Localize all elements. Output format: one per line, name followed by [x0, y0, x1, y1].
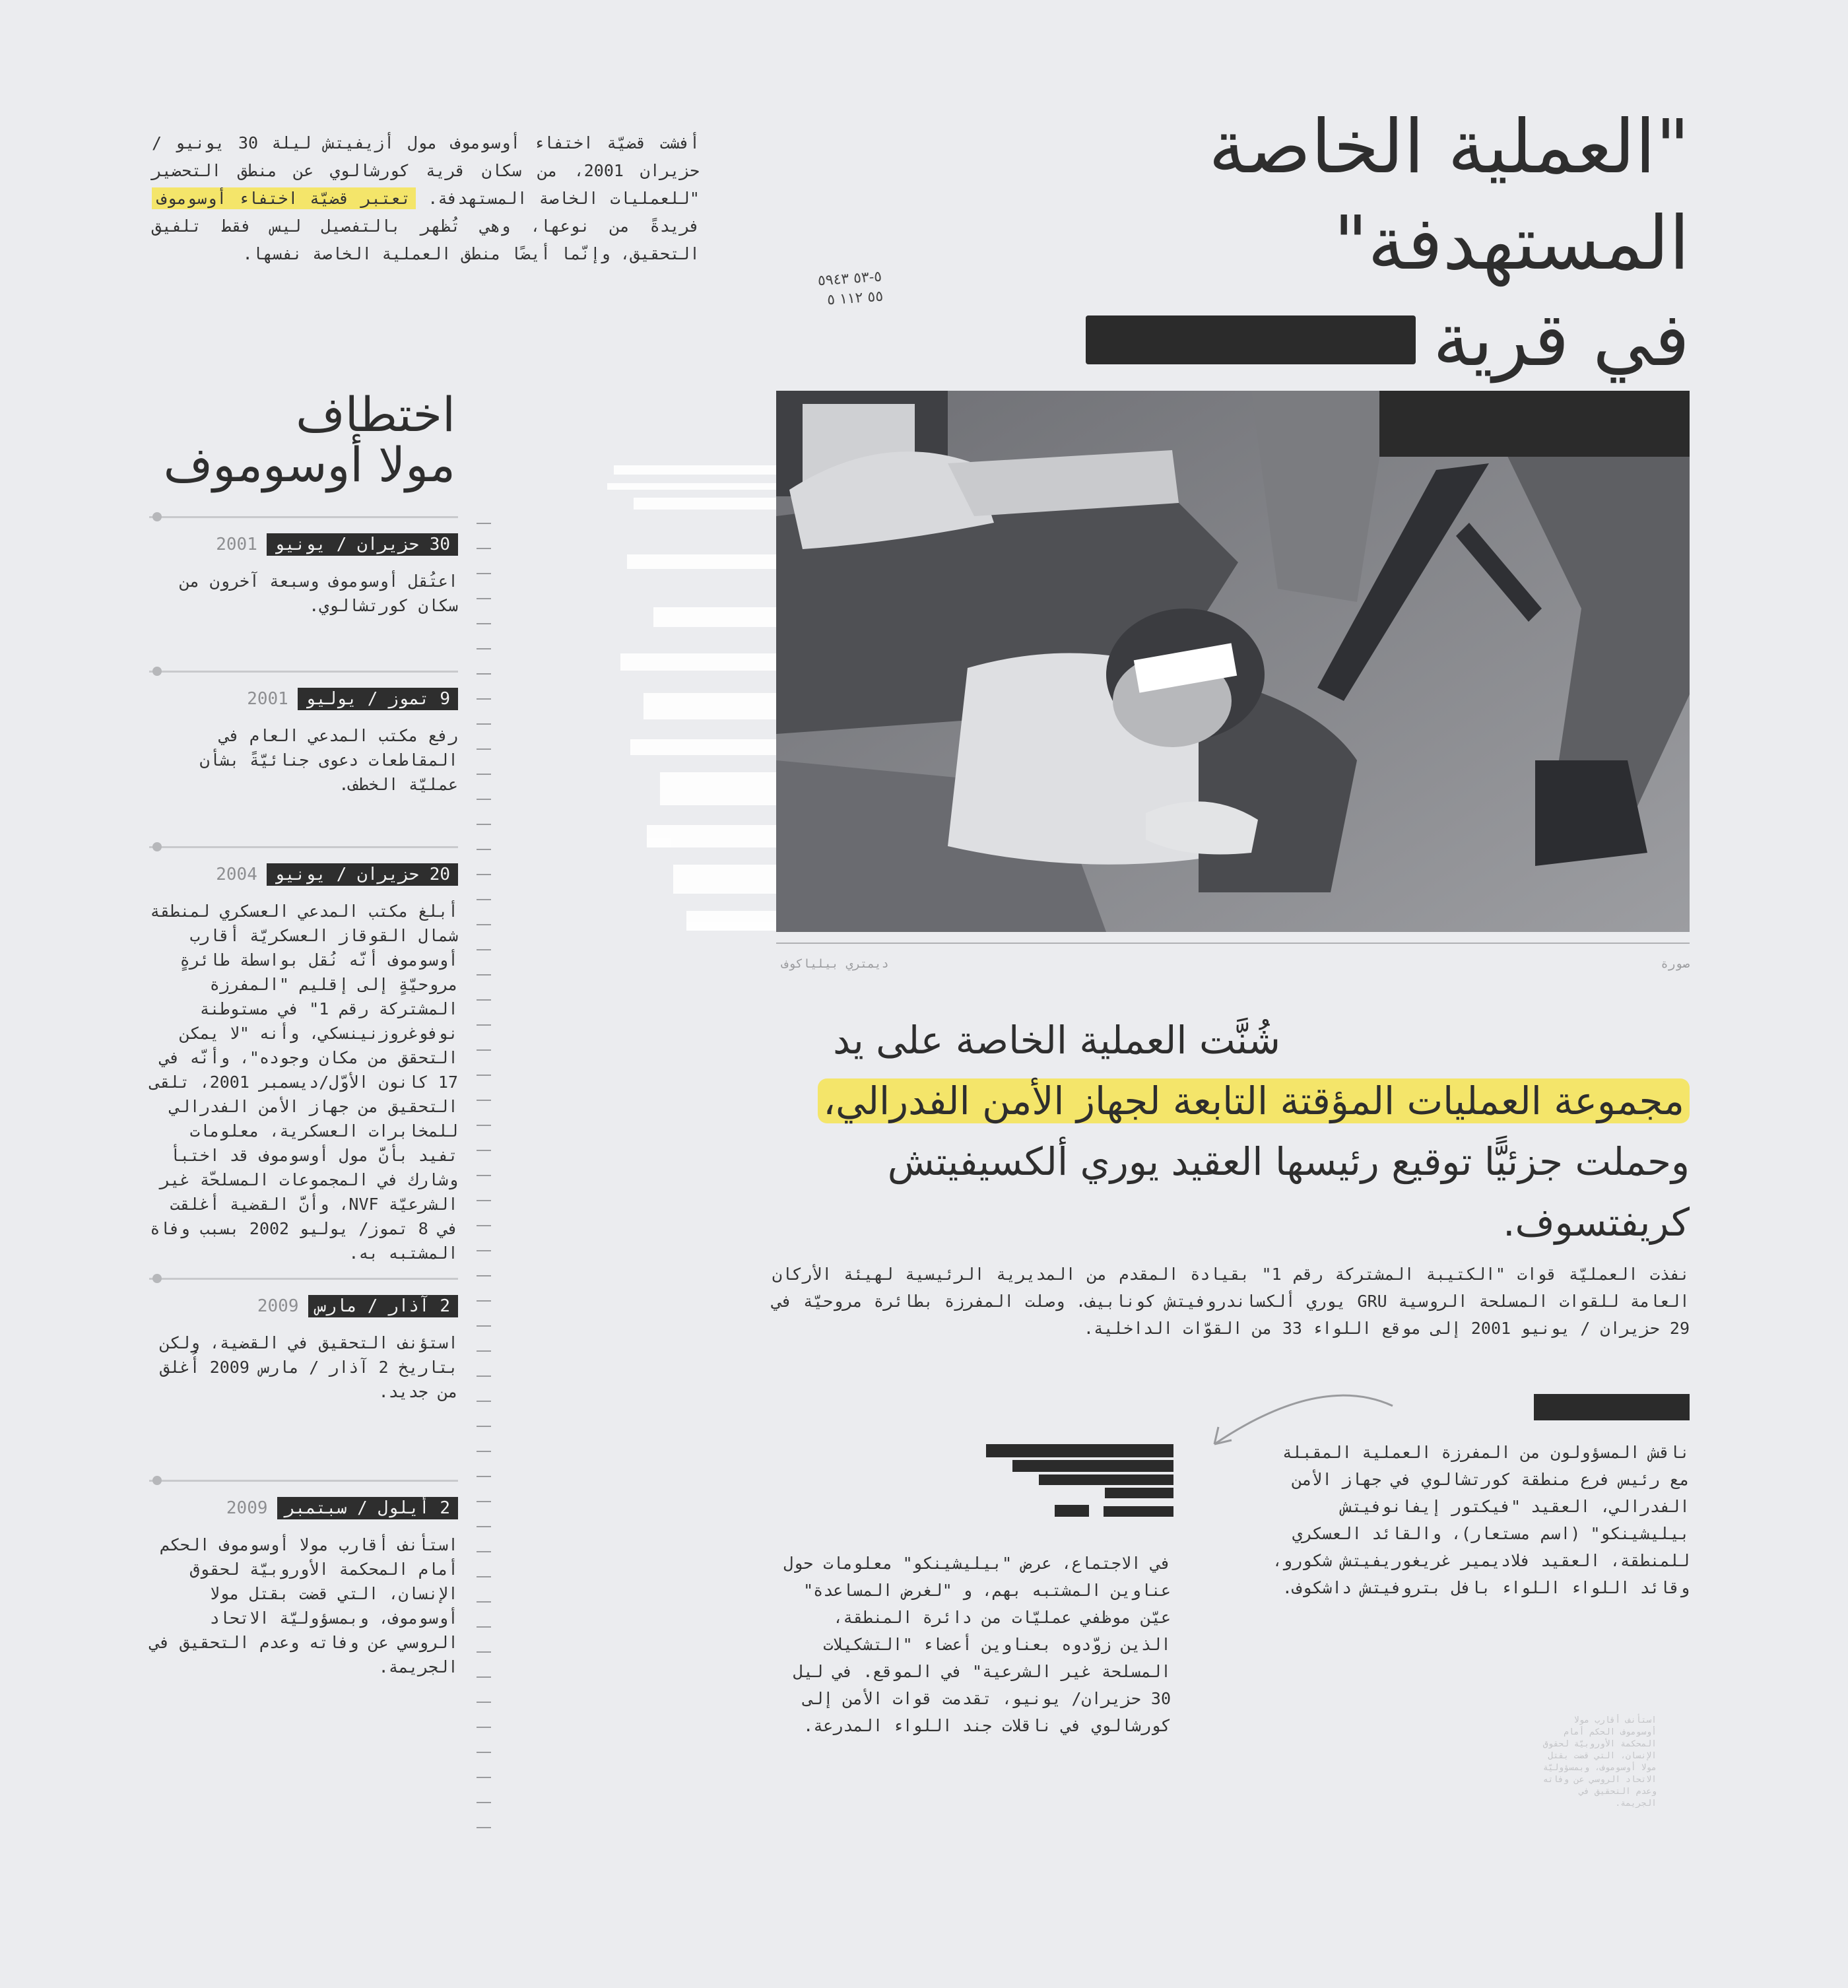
timeline-tick [477, 1250, 491, 1251]
body-paragraph: ناقش المسؤولون من المفرزة العملية المقبلة مع رئيس فرع منطقة كورتشالوي في جهاز الأمن الفدرالي، العقيد "فيكتور إيفانوفيتش بيليشينكو" (اسم مستعار)، والقائد العسكري للمنطقة، العقيد فلاديمير غريغوريفيتش شكورو، وقائد اللواء اللواء بافل بتروفيتش داشكوف. [1272, 1443, 1690, 1597]
timeline-tick [477, 573, 491, 574]
event-date-badge: 20 حزيران / يونيو [267, 863, 458, 886]
ghost-text: استأنف أقارب مولا أوسوموف الحكم أمام المحكمة الأوروبيّة لحقوق الإنسان، التي قضت بقتل مولا أوسوموف، وبمسؤوليّة الاتحاد الروسي عن وفاته وعدم التحقيق في الجريمة. [1542, 1715, 1657, 1808]
timeline-tick [477, 1024, 491, 1026]
timeline-tick [477, 1626, 491, 1628]
timeline-tick [477, 899, 491, 900]
event-year: 2009 [226, 1498, 268, 1518]
timeline-tick [477, 1125, 491, 1126]
timeline-tick [477, 1752, 491, 1753]
timeline-tick [477, 648, 491, 649]
timeline-tick [477, 1802, 491, 1803]
pull-quote-line-1: شُنَّت العملية الخاصة على يد [833, 1018, 1280, 1063]
redaction-bar [1535, 1401, 1584, 1414]
timeline-tick [477, 799, 491, 800]
redaction-bar [1105, 1488, 1173, 1498]
timeline-tick [477, 1702, 491, 1703]
event-text: اعتُقل أوسوموف وسبعة آخرون من سكان كورتشالوي. [180, 572, 458, 615]
redaction-bar [1379, 391, 1690, 457]
timeline-tick [477, 1049, 491, 1051]
event-date-badge: 2 آذار / مارس [308, 1295, 459, 1317]
timeline-tick [477, 1727, 491, 1728]
timeline-rule [149, 846, 458, 848]
timeline-tick [477, 1275, 491, 1276]
timeline-tick [477, 974, 491, 976]
timeline-event [141, 688, 458, 797]
timeline-tick [477, 1401, 491, 1402]
handwritten-note: ٥-٥٣ ٥٩٤٣ ٥٥ ١١٢ ٥ [817, 268, 884, 309]
event-text: استأنف أقارب مولا أوسوموف الحكم أمام المحكمة الأوروبيّة لحقوق الإنسان، التي قضت بقتل مولا أوسوموف، وبمسؤوليّة الاتحاد الروسي عن وفاته وعدم التحقيق في الجريمة. [150, 1535, 458, 1676]
event-date-badge: 2 أيلول / سبتمبر [277, 1497, 458, 1519]
event-text: أبلغ مكتب المدعي العسكري لمنطقة شمال القوقاز العسكريّة أقارب أوسوموف أنّه نُقل بواسطة طائرةٍ مروحيّةٍ إلى إقليم "المفرزة المشتركة رقم 1" في مستوطنة نوفوغروزنينسكي، وأنه "لا يمكن التحقق من مكان وجوده"، وأنّه في 17 كانون الأوّل/ديسمبر 2001، تلقى التحقيق من جهاز الأمن الفدرالي للمخابرات العسكرية، معلومات تفيد بأنَّ مول أوسوموف قد اختبأ وشارك في المجموعات المسلحّة غير الشرعيّة NVF، وأنَّ القضية أغلقت في 8 تموز/ يوليو 2002 بسبب وفاة المشتبه به. [150, 902, 458, 1263]
timeline-rule [149, 1278, 458, 1280]
timeline-tick [477, 548, 491, 549]
timeline-tick [477, 523, 491, 524]
timeline-tick [477, 774, 491, 775]
timeline-tick [477, 924, 491, 925]
timeline-tick [477, 824, 491, 825]
photo-image [776, 391, 1690, 932]
body-paragraph: نفذت العمليّة قوات "الكتيبة المشتركة رقم 1" بقيادة المقدم من المديرية الرئيسية لهيئة الأركان العامة للقوات المسلحة الروسية GRU يوري ألكساندروفيتش كونابيف. وصلت المفرزة بطائرة مروحيّة في 29 حزيران / يونيو 2001 إلى موقع اللواء 33 من القوّات الداخلية. [772, 1265, 1690, 1338]
timeline-event [141, 1295, 458, 1404]
timeline-tick [477, 874, 491, 875]
timeline-tick [477, 1551, 491, 1552]
timeline-tick [477, 1777, 491, 1778]
body-paragraph: في الاجتماع، عرض "بيليشينكو" معلومات حول عناوين المشتبه بهم، و "لغرض المساعدة" عيّن موظفي عمليّات من دائرة المنطقة، الذين زوّدوه بعناوين أعضاء "التشكيلات المسلحة غير الشرعية" في الموقع. في ليل 30 حزيران/ يونيو، تقدمت قوات الأمن إلى كورشالوي في ناقلات جند اللواء المدرعة. [783, 1554, 1171, 1735]
redaction-bar [1104, 1506, 1173, 1517]
timeline-tick [477, 999, 491, 1001]
timeline-tick [477, 1451, 491, 1452]
event-text: استؤنف التحقيق في القضية، ولكن بتاريخ 2 آذار / مارس 2009 أُغلق من جديد. [160, 1333, 458, 1401]
photo-caption-label: صورة [1661, 957, 1690, 971]
redaction-bar [1012, 1460, 1173, 1472]
timeline-tick [477, 748, 491, 750]
redaction-bar [1086, 315, 1416, 364]
timeline-tick [477, 1325, 491, 1327]
pull-quote-highlight: مجموعة العمليات المؤقتة التابعة لجهاز الأمن الفدرالي، [818, 1078, 1690, 1123]
timeline-tick [477, 1175, 491, 1176]
event-text: رفع مكتب المدعي العام في المقاطعات دعوى جنائيّةً بشأن عمليّة الخطف. [199, 726, 458, 794]
timeline-rule [149, 1480, 458, 1482]
timeline-tick [477, 949, 491, 950]
timeline-dot [152, 512, 162, 521]
event-year: 2004 [216, 865, 257, 884]
timeline-tick [477, 1676, 491, 1678]
timeline-tick [477, 1350, 491, 1352]
timeline-tick [477, 1100, 491, 1101]
redaction-bar [1039, 1474, 1173, 1485]
timeline-tick [477, 1476, 491, 1477]
timeline-tick [477, 598, 491, 599]
photo-caption-credit: ديمتري بيلياكوف [781, 957, 889, 971]
timeline-tick [477, 1601, 491, 1603]
timeline-dot [152, 842, 162, 851]
arrow-icon [1195, 1386, 1406, 1452]
intro-paragraph: أفشت قضيّة اختفاء أوسوموف مول أزيفيتش ليلة 30 يونيو / حزيران 2001، من سكان قرية كورشالوي عن منطق التحضير "للعمليات الخاصة المستهدفة. تعتبر قضيّة اختفاء أوسوموف فريدةً من نوعها، وهي تُظهر بالتفصيل ليس فقط تلفيق التحقيق، وإنّما أيضًا منطق العملية الخاصة نفسها. [152, 133, 700, 263]
pull-quote-line-3: وحملت جزئيًّا توقيع رئيسها العقيد يوري ألكسيفيتش كريفتسوف. [887, 1139, 1690, 1245]
timeline-tick [477, 1200, 491, 1201]
redaction-bar [1055, 1505, 1089, 1517]
timeline-tick [477, 1501, 491, 1502]
timeline-tick [477, 1827, 491, 1828]
timeline-tick [477, 1300, 491, 1302]
sidebar-title: اختطاف مولا أوسوموف [163, 387, 455, 492]
timeline-tick [477, 1150, 491, 1151]
photo-rule [776, 943, 1690, 944]
timeline-event [141, 533, 458, 618]
redaction-bar [986, 1444, 1173, 1457]
timeline-tick [477, 849, 491, 850]
timeline-tick [477, 1426, 491, 1427]
timeline-tick [477, 1075, 491, 1076]
timeline-rule [149, 516, 458, 518]
timeline-tick [477, 1651, 491, 1653]
news-photo [776, 391, 1690, 932]
intro-highlight: تعتبر قضيّة اختفاء أوسوموف [152, 187, 416, 209]
timeline-tick [477, 673, 491, 675]
event-year: 2001 [247, 689, 288, 709]
timeline-event [141, 1497, 458, 1679]
event-year: 2001 [216, 535, 257, 554]
headline-line-2: في قرية [832, 292, 1690, 388]
timeline-tick [477, 623, 491, 624]
timeline-dot [152, 1274, 162, 1283]
timeline-tick [477, 723, 491, 725]
timeline-dot [152, 667, 162, 676]
timeline-tick [477, 1576, 491, 1577]
event-year: 2009 [257, 1296, 299, 1316]
headline-line-1: "العملية الخاصة المستهدفة" [1208, 104, 1690, 286]
timeline-event [141, 863, 458, 1265]
timeline-tick [477, 698, 491, 700]
event-date-badge: 30 حزيران / يونيو [267, 533, 458, 556]
timeline-rule [149, 671, 458, 673]
timeline-tick [477, 1375, 491, 1377]
timeline-dot [152, 1476, 162, 1485]
event-date-badge: 9 تموز / يوليو [298, 688, 458, 710]
pull-quote [772, 1010, 1690, 1253]
scratch-edge-decoration [607, 455, 805, 957]
timeline-tick [477, 1526, 491, 1527]
timeline-tick [477, 1225, 491, 1226]
